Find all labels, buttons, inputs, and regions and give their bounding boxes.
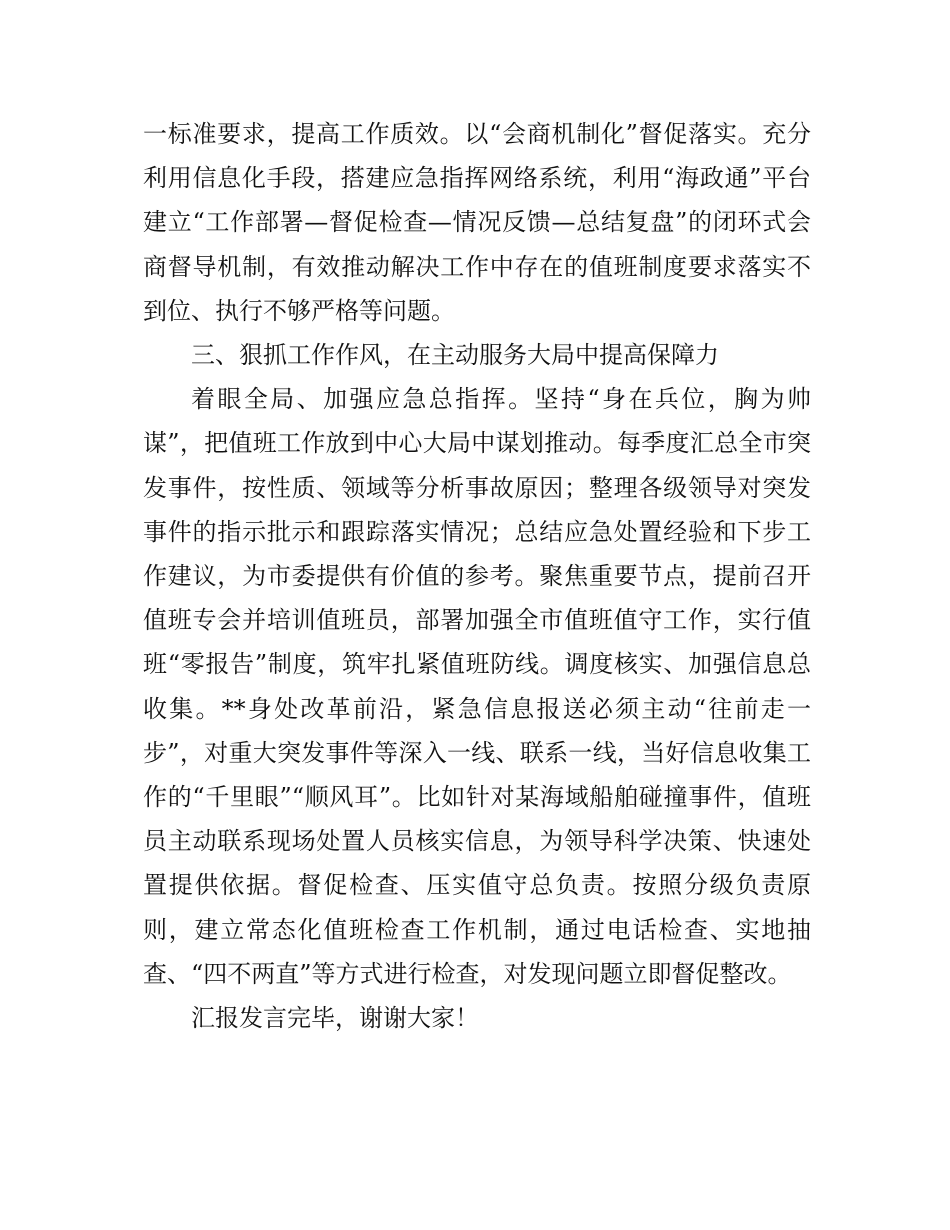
- section-heading: 三、狠抓工作作风，在主动服务大局中提高保障力: [191, 341, 719, 370]
- closing-remark: 汇报发言完毕，谢谢大家！: [191, 1004, 479, 1033]
- document-body: [143, 112, 811, 1040]
- paragraph-body: 着眼全局、加强应急总指挥。坚持“身在兵位，胸为帅谋”，把值班工作放到中心大局中谋划推动。每季度汇总全市突发事件，按性质、领域等分析事故原因；整理各级领导对突发事件的指示批示和跟踪落实情况；总结应急处置经验和下步工作建议，为市委提供有价值的参考。聚焦重要节点，提前召开值班专会并培训值班员，部署加强全市值班值守工作，实行值班“零报告”制度，筑牢扎紧值班防线。调度核实、加强信息总收集。**身处改革前沿，紧急信息报送必须主动“往前走一步”，对重大突发事件等深入一线、联系一线，当好信息收集工作的“千里眼”“顺风耳”。比如针对某海域船舶碰撞事件，值班员主动联系现场处置人员核实信息，为领导科学决策、快速处置提供依据。督促检查、压实值守总负责。按照分级负责原则，建立常态化值班检查工作机制，通过电话检查、实地抽查、“四不两直”等方式进行检查，对发现问题立即督促整改。: [143, 385, 811, 988]
- paragraph-continuation: 一标准要求，提高工作质效。以“会商机制化”督促落实。充分利用信息化手段，搭建应急指挥网络系统，利用“海政通”平台建立“工作部署—督促检查—情况反馈—总结复盘”的闭环式会商督导机制，有效推动解决工作中存在的值班制度要求落实不到位、执行不够严格等问题。: [143, 120, 811, 325]
